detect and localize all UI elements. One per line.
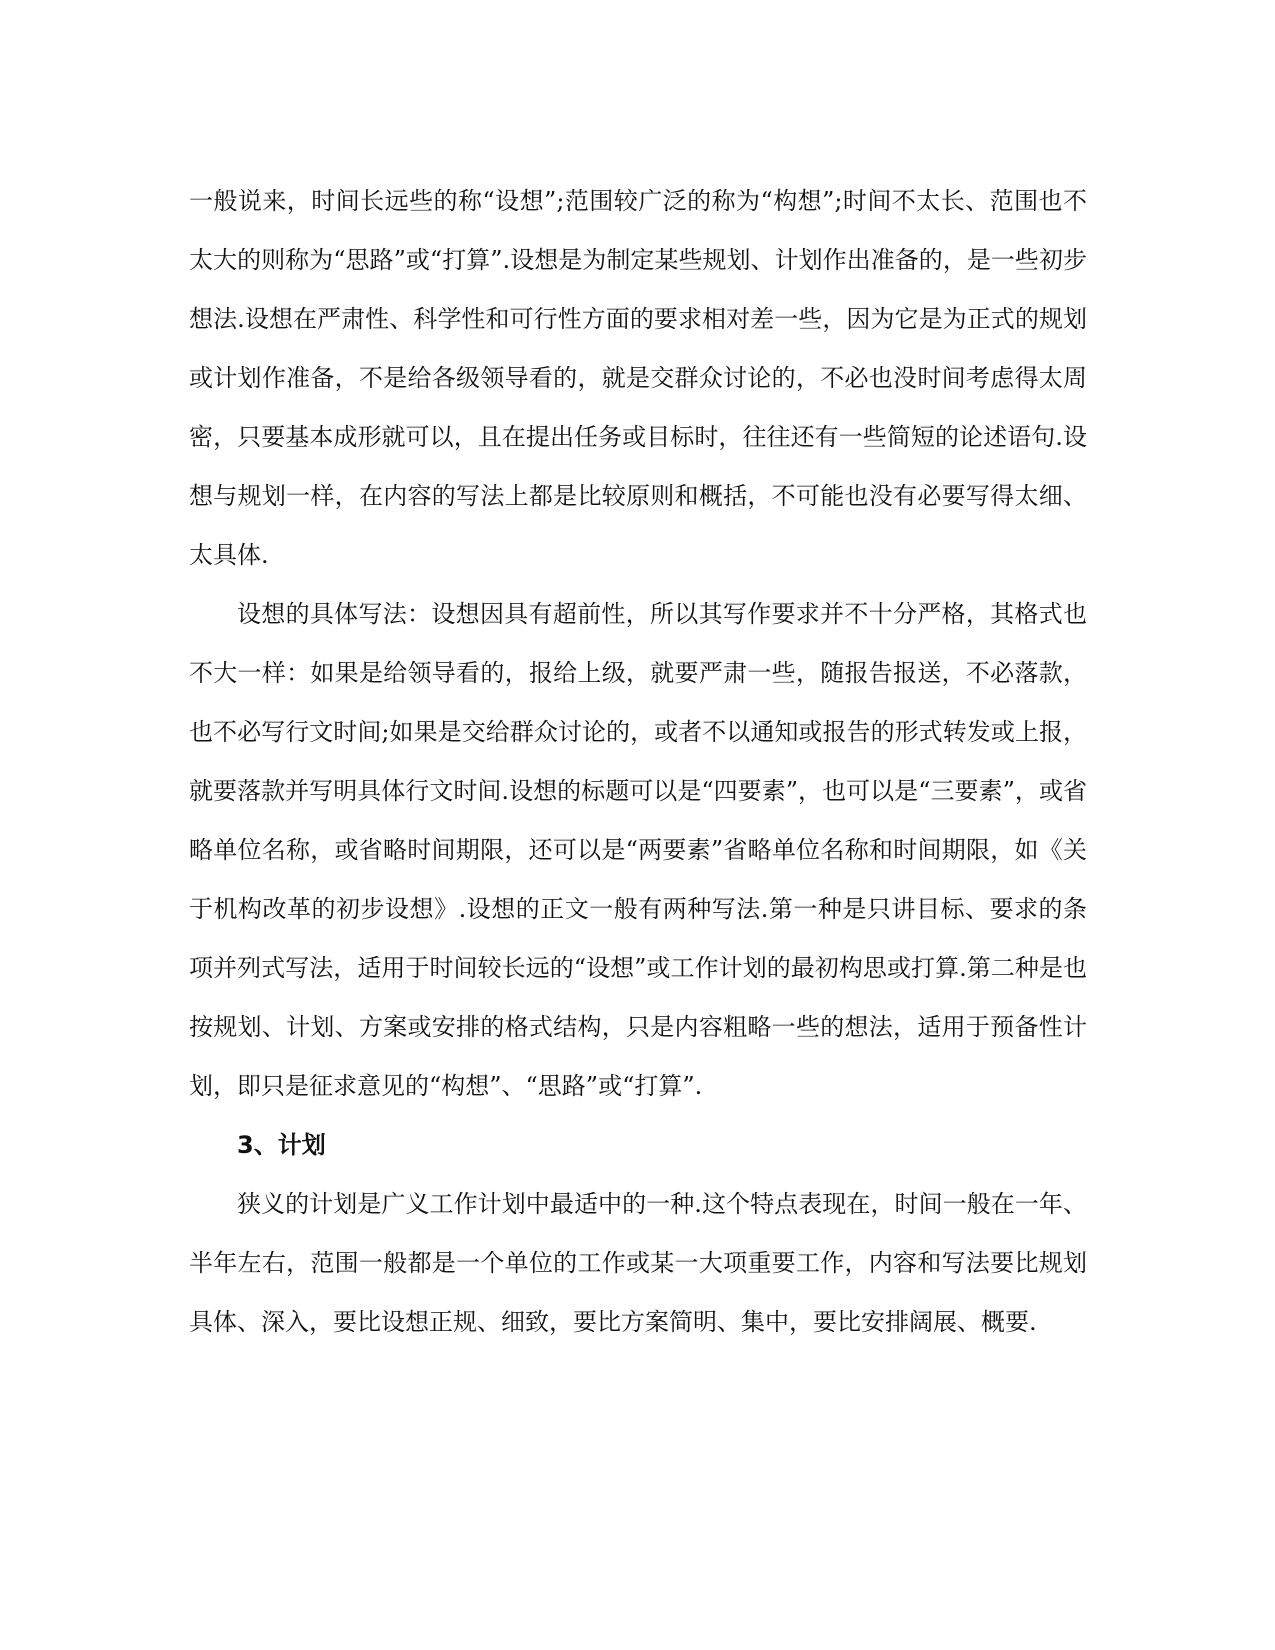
document-body (189, 172, 1087, 1352)
section-heading-plan: 3、计划 (237, 1131, 326, 1159)
paragraph-overview: 一般说来，时间长远些的称“设想”;范围较广泛的称为“构想”;时间不太长、范围也不太大的则称为“思路”或“打算”.设想是为制定某些规划、计划作出准备的，是一些初步想法.设想在严肃性、科学性和可行性方面的要求相对差一些，因为它是为正式的规划或计划作准备，不是给各级领导看的，就是交群众讨论的，不必也没时间考虑得太周密，只要基本成形就可以，且在提出任务或目标时，往往还有一些简短的论述语句.设想与规划一样，在内容的写法上都是比较原则和概括，不可能也没有必要写得太细、太具体. (189, 187, 1087, 569)
paragraph-writing-method: 设想的具体写法：设想因具有超前性，所以其写作要求并不十分严格，其格式也不大一样：如果是给领导看的，报给上级，就要严肃一些，随报告报送，不必落款，也不必写行文时间;如果是交给群众讨论的，或者不以通知或报告的形式转发或上报，就要落款并写明具体行文时间.设想的标题可以是“四要素”，也可以是“三要素”，或省略单位名称，或省略时间期限，还可以是“两要素”省略单位名称和时间期限，如《关于机构改革的初步设想》.设想的正文一般有两种写法.第一种是只讲目标、要求的条项并列式写法，适用于时间较长远的“设想”或工作计划的最初构思或打算.第二种是也按规划、计划、方案或安排的格式结构，只是内容粗略一些的想法，适用于预备性计划，即只是征求意见的“构想”、“思路”或“打算”. (189, 600, 1087, 1100)
paragraph-plan-definition: 狭义的计划是广义工作计划中最适中的一种.这个特点表现在，时间一般在一年、半年左右，范围一般都是一个单位的工作或某一大项重要工作，内容和写法要比规划具体、深入，要比设想正规、细致，要比方案简明、集中，要比安排阔展、概要. (189, 1190, 1087, 1336)
